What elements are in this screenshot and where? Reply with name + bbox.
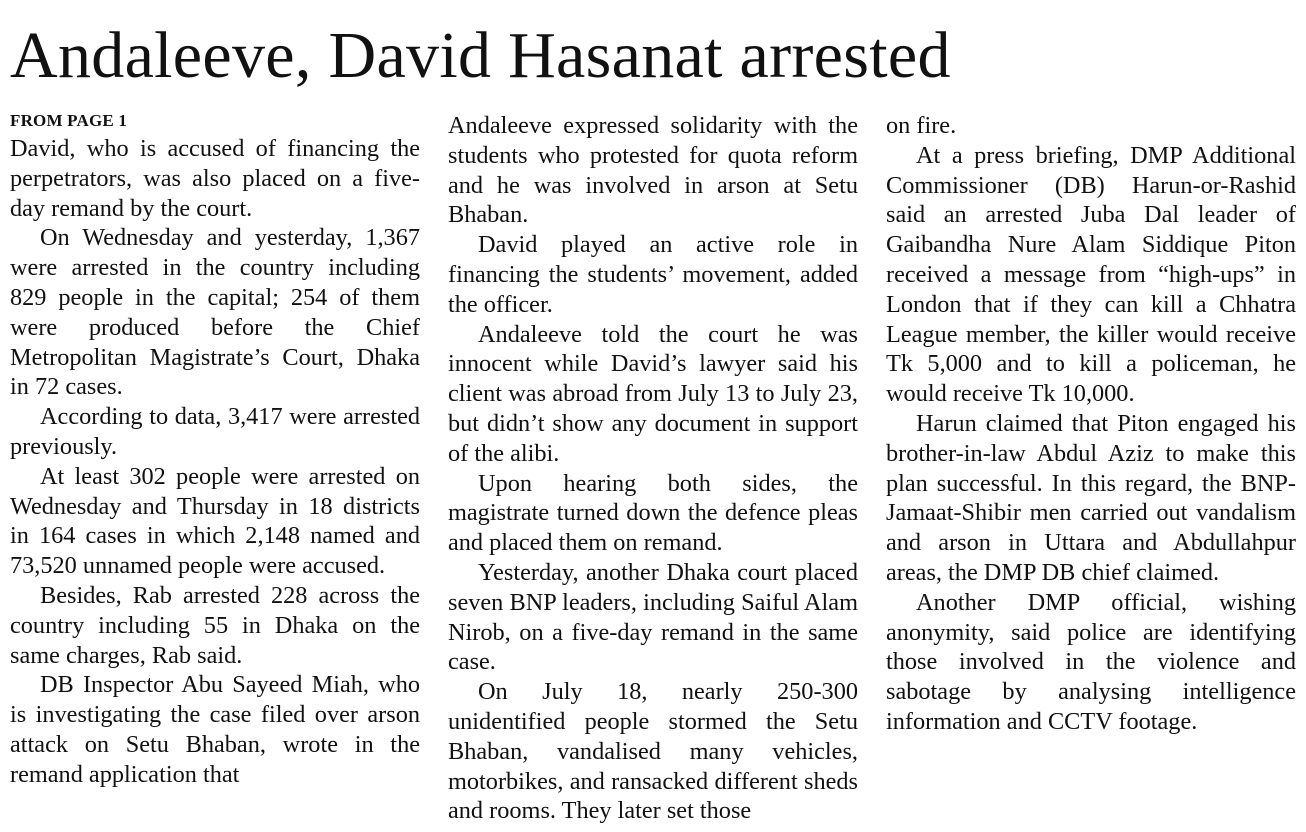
paragraph: Andaleeve told the court he was innocent while David’s lawyer said his client was abroad from July 13 to July 23, but didn’t show any document in support of the alibi. (448, 320, 858, 467)
article-column-3 (886, 111, 1296, 737)
article-column-2 (448, 111, 858, 826)
paragraph: DB Inspector Abu Sayeed Miah, who is investigating the case filed over arson attack on Setu Bhaban, wrote in the remand application that (10, 671, 420, 788)
jump-kicker: FROM PAGE 1 (10, 111, 128, 130)
paragraph: Andaleeve expressed solidarity with the students who protested for quota reform and he was involved in arson at Setu Bhaban. (448, 112, 858, 229)
article-column-1 (10, 108, 420, 790)
paragraph: on fire. (886, 112, 957, 139)
paragraph: At least 302 people were arrested on Wednesday and Thursday in 18 districts in 164 cases in which 2,148 named and 73,520 unnamed people were accused. (10, 462, 420, 580)
paragraph: On Wednesday and yesterday, 1,367 were arrested in the country including 829 people in the capital; 254 of them were produced before the Chief Metropolitan Magistrate’s Court, Dhaka in 72 cases. (10, 224, 420, 401)
paragraph: According to data, 3,417 were arrested previously. (10, 403, 420, 460)
paragraph: David, who is accused of financing the perpetrators, was also placed on a five-day remand by the court. (10, 135, 420, 222)
paragraph: At a press briefing, DMP Additional Commissioner (DB) Harun-or-Rashid said an arrested Juba Dal leader of Gaibandha Nure Alam Siddique Piton received a message from “high-ups” in London that if they can kill a Chhatra League member, the killer would receive Tk 5,000 and to kill a policeman, he would receive Tk 10,000. (886, 141, 1296, 408)
paragraph: Harun claimed that Piton engaged his brother-in-law Abdul Aziz to make this plan successful. In this regard, the BNP-Jamaat-Shibir men carried out vandalism and arson in Uttara and Abdullahpur areas, the DMP DB chief claimed. (886, 409, 1296, 586)
paragraph: David played an active role in financing the students’ movement, added the officer. (448, 231, 858, 318)
paragraph: Besides, Rab arrested 228 across the country including 55 in Dhaka on the same charges, Rab said. (10, 581, 420, 669)
headline: Andaleeve, David Hasanat arrested (10, 19, 951, 92)
paragraph: On July 18, nearly 250-300 unidentified people stormed the Setu Bhaban, vandalised many vehicles, motorbikes, and ransacked different sheds and rooms. They later set those (448, 678, 858, 825)
paragraph: Yesterday, another Dhaka court placed seven BNP leaders, including Saiful Alam Nirob, on a five-day remand in the same case. (448, 558, 858, 676)
paragraph: Upon hearing both sides, the magistrate turned down the defence pleas and placed them on remand. (448, 469, 858, 557)
paragraph: Another DMP official, wishing anonymity, said police are identifying those involved in the violence and sabotage by analysing intelligence information and CCTV footage. (886, 588, 1296, 735)
